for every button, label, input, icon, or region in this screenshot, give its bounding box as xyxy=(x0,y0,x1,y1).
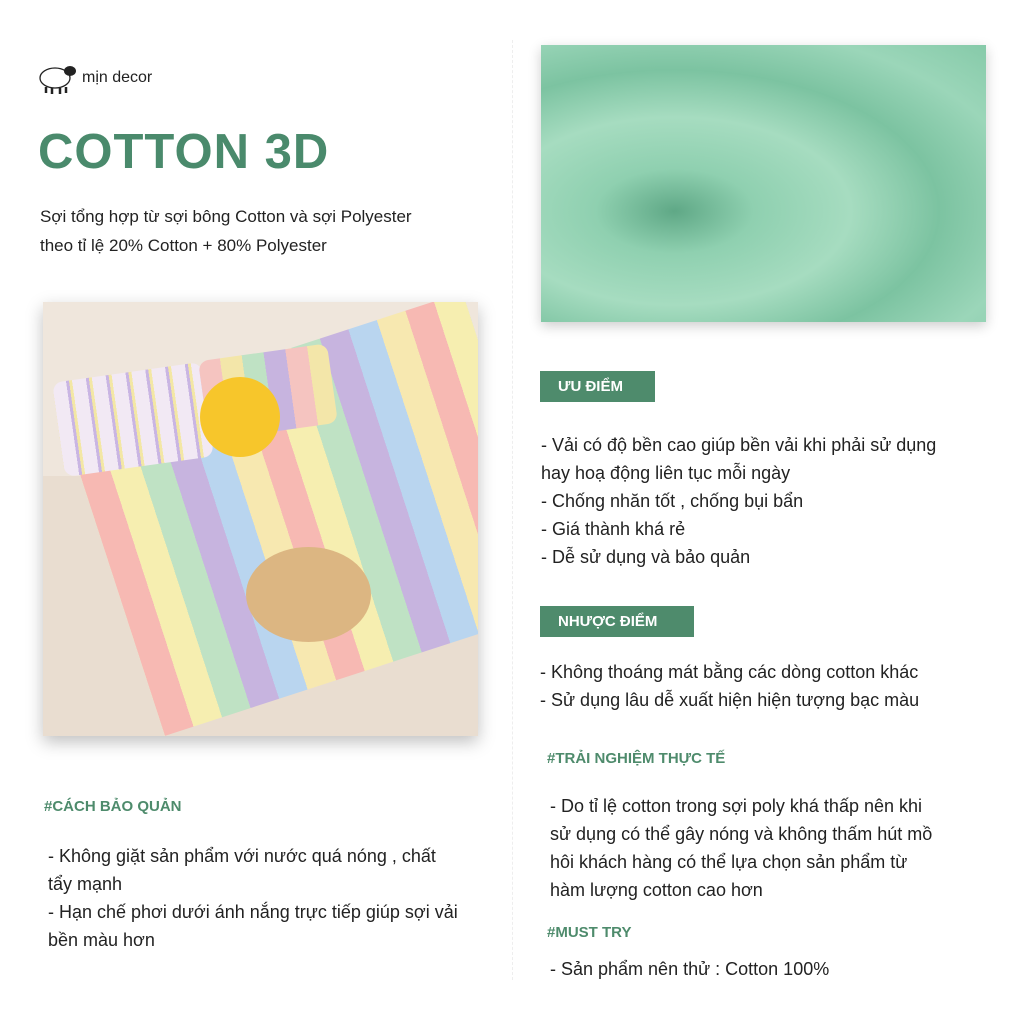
list-item: - Do tỉ lệ cotton trong sợi poly khá thấp nên khi xyxy=(550,796,923,816)
pros-badge: ƯU ĐIỂM xyxy=(540,371,655,402)
experience-list xyxy=(550,792,932,904)
list-item: hàm lượng cotton cao hơn xyxy=(550,880,763,900)
experience-heading: #TRẢI NGHIỆM THỰC TẾ xyxy=(547,750,726,767)
description-line: Sợi tổng hợp từ sợi bông Cotton và sợi Polyester xyxy=(40,207,412,226)
list-item: - Dễ sử dụng và bảo quản xyxy=(541,547,751,567)
list-item: - Vải có độ bền cao giúp bền vải khi phải sử dụng xyxy=(541,435,937,455)
must-try-heading: #MUST TRY xyxy=(547,924,632,941)
must-try-list xyxy=(550,955,829,983)
fabric-photo xyxy=(541,45,986,322)
list-item: hôi khách hàng có thể lựa chọn sản phẩm từ xyxy=(550,852,908,872)
care-heading: #CÁCH BẢO QUẢN xyxy=(44,798,182,815)
list-item: - Giá thành khá rẻ xyxy=(541,519,686,539)
list-item: hay hoạ động liên tục mỗi ngày xyxy=(541,463,791,483)
page-title: COTTON 3D xyxy=(38,125,330,179)
list-item: - Hạn chế phơi dưới ánh nắng trực tiếp giúp sợi vải xyxy=(48,902,458,922)
list-item: bền màu hơn xyxy=(48,930,155,950)
pros-list xyxy=(541,431,936,571)
list-item: - Chống nhăn tốt , chống bụi bẩn xyxy=(541,491,804,511)
list-item: - Sử dụng lâu dễ xuất hiện hiện tượng bạc màu xyxy=(540,690,920,710)
list-item: - Không thoáng mát bằng các dòng cotton khác xyxy=(540,662,919,682)
brand-name: mịn decor xyxy=(82,69,153,86)
cons-badge: NHƯỢC ĐIỂM xyxy=(540,606,694,637)
sheep-icon xyxy=(38,62,78,96)
list-item: tẩy mạnh xyxy=(48,874,123,894)
description-line: theo tỉ lệ 20% Cotton + 80% Polyester xyxy=(40,236,327,255)
tray xyxy=(246,547,371,642)
divider xyxy=(512,40,513,980)
smiley-pillow xyxy=(200,377,280,457)
bedroom-photo xyxy=(43,302,478,736)
description xyxy=(40,202,500,260)
list-item: sử dụng có thể gây nóng và không thấm hút mồ xyxy=(550,824,933,844)
list-item: - Không giặt sản phẩm với nước quá nóng , chất xyxy=(48,846,436,866)
list-item: - Sản phẩm nên thử : Cotton 100% xyxy=(550,959,830,979)
cons-list xyxy=(540,658,919,714)
care-list xyxy=(48,842,458,954)
